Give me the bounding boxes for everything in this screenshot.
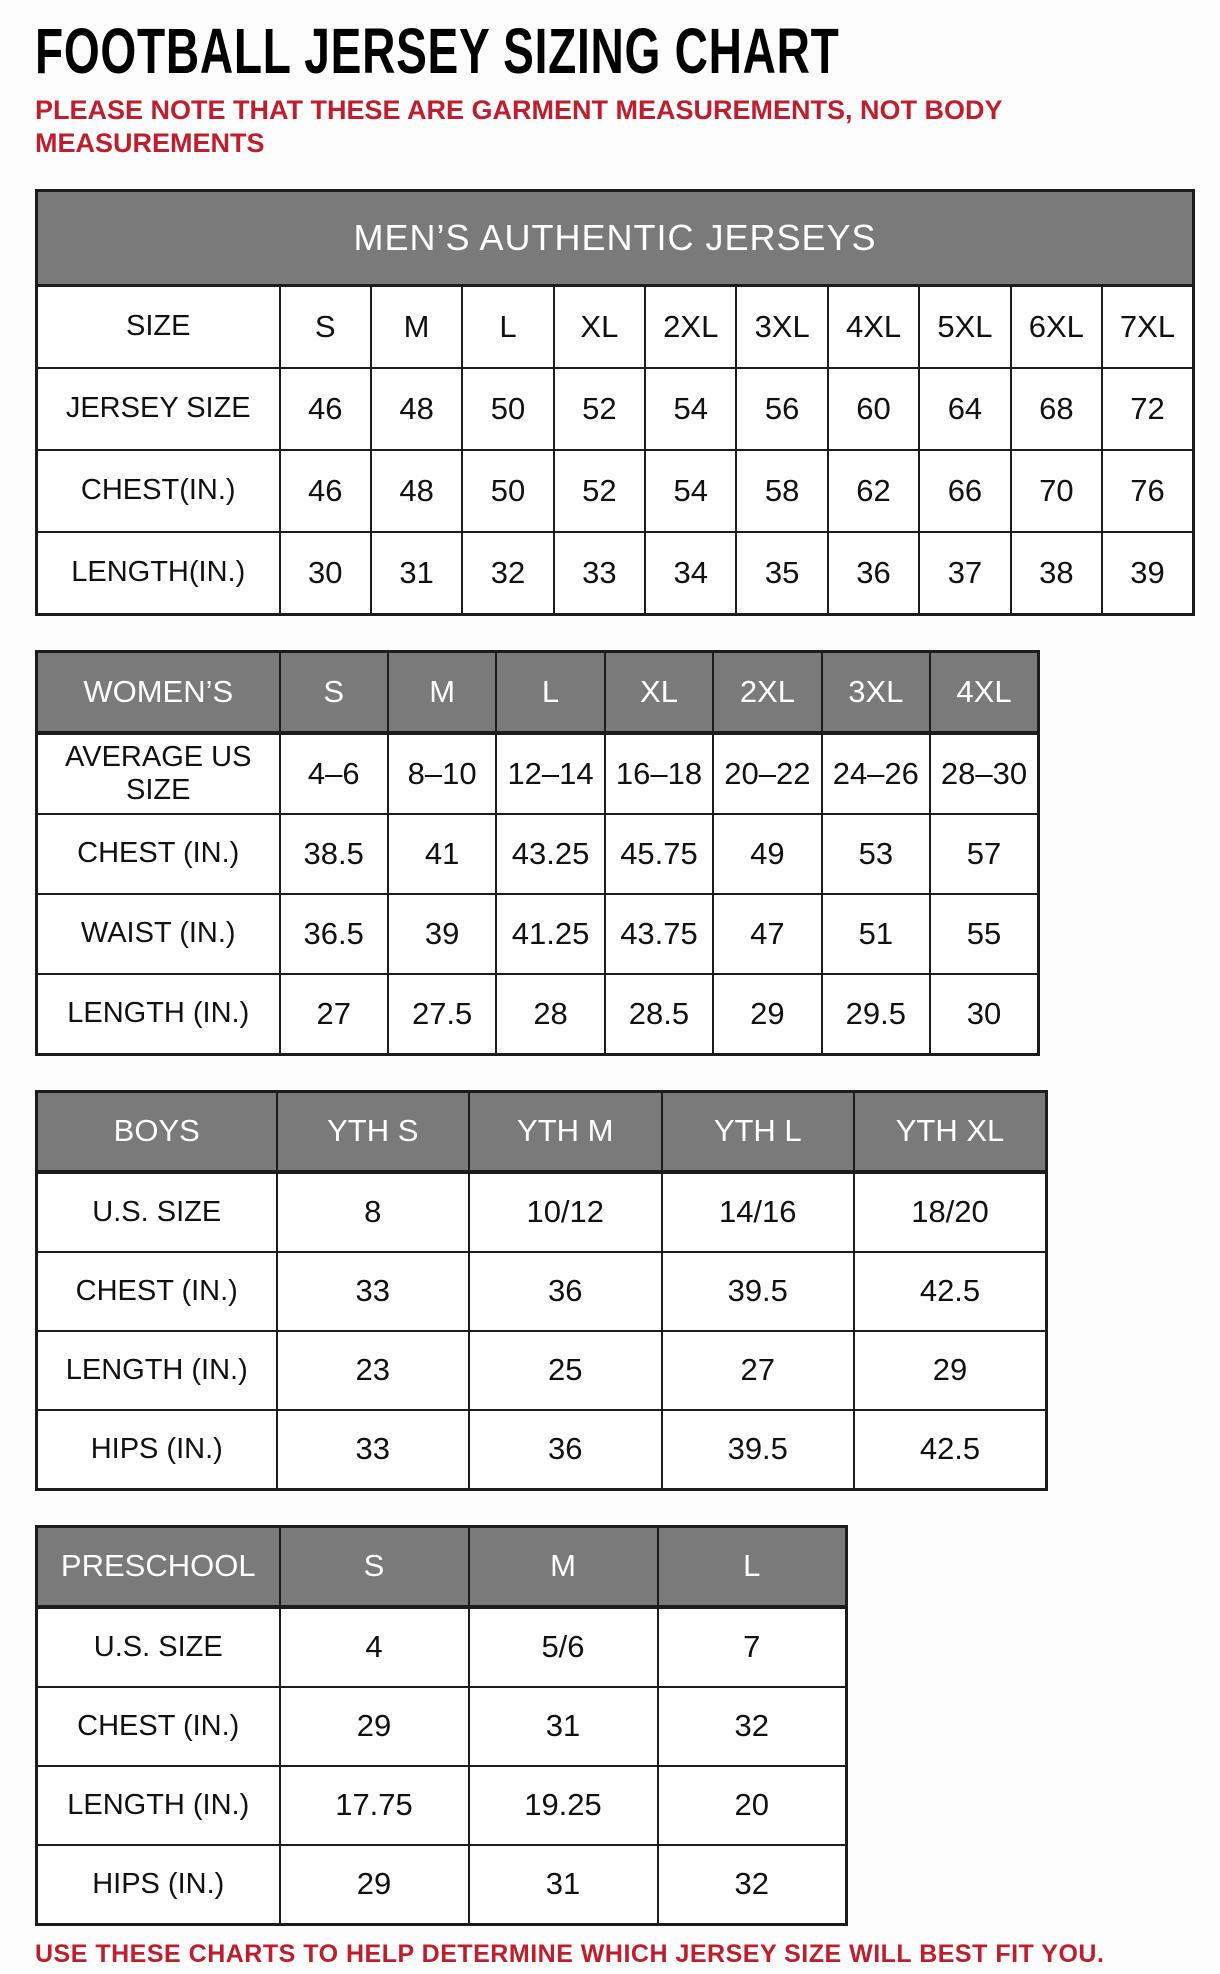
table-cell: 35	[736, 532, 827, 615]
table-row	[37, 1766, 847, 1845]
table-cell: 43.75	[605, 894, 713, 974]
row-label: JERSEY SIZE	[37, 368, 280, 450]
table-cell: 52	[554, 450, 645, 532]
table-cell: 2XL	[645, 285, 736, 368]
table-cell: 52	[554, 368, 645, 450]
table-cell: 57	[930, 814, 1038, 894]
table-cell: 4	[280, 1607, 469, 1687]
table-cell: 27	[280, 974, 388, 1055]
boys-table-title: BOYS	[37, 1091, 277, 1172]
table-cell: L	[462, 285, 553, 368]
preschool-table	[35, 1525, 848, 1926]
table-cell: 36	[469, 1410, 662, 1490]
column-header: M	[469, 1526, 658, 1607]
table-row	[37, 368, 1194, 450]
table-cell: 27.5	[388, 974, 496, 1055]
boys-table	[35, 1090, 1048, 1491]
column-header: XL	[605, 651, 713, 733]
row-label: LENGTH (IN.)	[37, 1331, 277, 1410]
table-cell: 43.25	[496, 814, 604, 894]
table-cell: 60	[828, 368, 919, 450]
table-cell: 4–6	[280, 733, 388, 814]
table-cell: 20	[658, 1766, 847, 1845]
table-cell: 42.5	[854, 1410, 1047, 1490]
table-cell: 72	[1102, 368, 1193, 450]
row-label: U.S. SIZE	[37, 1172, 277, 1252]
table-cell: 8	[277, 1172, 470, 1252]
boys-table-section	[35, 1090, 1185, 1491]
table-cell: 29	[280, 1845, 469, 1925]
table-cell: 29	[713, 974, 821, 1055]
table-cell: 70	[1011, 450, 1102, 532]
table-row	[37, 894, 1039, 974]
row-label: AVERAGE US SIZE	[37, 733, 280, 814]
preschool-table-title: PRESCHOOL	[37, 1526, 280, 1607]
womens-table-title: WOMEN’S	[37, 651, 280, 733]
table-cell: 53	[822, 814, 930, 894]
preschool-table-section	[35, 1525, 1185, 1926]
table-cell: 36	[469, 1252, 662, 1331]
table-cell: 68	[1011, 368, 1102, 450]
table-cell: 49	[713, 814, 821, 894]
table-cell: 41	[388, 814, 496, 894]
table-cell: 20–22	[713, 733, 821, 814]
table-cell: 34	[645, 532, 736, 615]
table-row	[37, 1607, 847, 1687]
table-cell: 14/16	[662, 1172, 855, 1252]
table-cell: 29	[854, 1331, 1047, 1410]
garment-measurement-note: PLEASE NOTE THAT THESE ARE GARMENT MEASUREMENTS, NOT BODY MEASUREMENTS	[35, 95, 1003, 159]
row-label: U.S. SIZE	[37, 1607, 280, 1687]
row-label: LENGTH (IN.)	[37, 1766, 280, 1845]
column-header: 3XL	[822, 651, 930, 733]
column-header: YTH XL	[854, 1091, 1047, 1172]
table-cell: 46	[280, 450, 371, 532]
footer-note: USE THESE CHARTS TO HELP DETERMINE WHICH JERSEY SIZE WILL BEST FIT YOU.	[35, 1939, 1105, 1968]
table-cell: 30	[280, 532, 371, 615]
table-cell: 45.75	[605, 814, 713, 894]
table-header-row	[37, 190, 1194, 285]
table-cell: 32	[658, 1687, 847, 1766]
table-row	[37, 285, 1194, 368]
table-cell: 28	[496, 974, 604, 1055]
table-cell: 76	[1102, 450, 1193, 532]
table-cell: 5/6	[469, 1607, 658, 1687]
table-cell: 56	[736, 368, 827, 450]
row-label: SIZE	[37, 285, 280, 368]
table-cell: 46	[280, 368, 371, 450]
table-cell: 18/20	[854, 1172, 1047, 1252]
table-cell: 54	[645, 450, 736, 532]
mens-table	[35, 189, 1195, 616]
table-cell: 36.5	[280, 894, 388, 974]
table-cell: 41.25	[496, 894, 604, 974]
mens-table-section	[35, 189, 1185, 616]
table-header-row	[37, 1091, 1047, 1172]
table-cell: 42.5	[854, 1252, 1047, 1331]
table-cell: 23	[277, 1331, 470, 1410]
table-cell: 32	[462, 532, 553, 615]
row-label: LENGTH (IN.)	[37, 974, 280, 1055]
table-cell: 31	[469, 1687, 658, 1766]
table-row	[37, 1687, 847, 1766]
table-cell: 7	[658, 1607, 847, 1687]
row-label: HIPS (IN.)	[37, 1410, 277, 1490]
table-cell: 28–30	[930, 733, 1038, 814]
womens-table-section	[35, 650, 1185, 1056]
table-cell: 27	[662, 1331, 855, 1410]
table-cell: XL	[554, 285, 645, 368]
mens-table-title: MEN’S AUTHENTIC JERSEYS	[37, 190, 1194, 285]
table-cell: 48	[371, 368, 462, 450]
row-label: WAIST (IN.)	[37, 894, 280, 974]
table-cell: 31	[371, 532, 462, 615]
column-header: YTH M	[469, 1091, 662, 1172]
table-cell: 55	[930, 894, 1038, 974]
table-cell: 33	[277, 1410, 470, 1490]
column-header: L	[496, 651, 604, 733]
table-cell: 50	[462, 450, 553, 532]
table-cell: 39	[1102, 532, 1193, 615]
table-row	[37, 1410, 1047, 1490]
table-cell: 64	[919, 368, 1010, 450]
table-cell: 39	[388, 894, 496, 974]
row-label: HIPS (IN.)	[37, 1845, 280, 1925]
table-cell: 29	[280, 1687, 469, 1766]
table-cell: 25	[469, 1331, 662, 1410]
table-cell: 5XL	[919, 285, 1010, 368]
table-cell: 31	[469, 1845, 658, 1925]
table-cell: 33	[554, 532, 645, 615]
table-row	[37, 1845, 847, 1925]
table-row	[37, 814, 1039, 894]
table-cell: 54	[645, 368, 736, 450]
table-cell: 62	[828, 450, 919, 532]
column-header: S	[280, 651, 388, 733]
table-cell: 38	[1011, 532, 1102, 615]
table-cell: S	[280, 285, 371, 368]
table-cell: 12–14	[496, 733, 604, 814]
table-cell: 39.5	[662, 1410, 855, 1490]
table-cell: 10/12	[469, 1172, 662, 1252]
table-cell: 37	[919, 532, 1010, 615]
table-cell: 32	[658, 1845, 847, 1925]
table-cell: 47	[713, 894, 821, 974]
column-header: YTH L	[662, 1091, 855, 1172]
table-header-row	[37, 1526, 847, 1607]
table-cell: 6XL	[1011, 285, 1102, 368]
table-cell: 50	[462, 368, 553, 450]
table-cell: 38.5	[280, 814, 388, 894]
table-cell: 58	[736, 450, 827, 532]
column-header: M	[388, 651, 496, 733]
table-row	[37, 733, 1039, 814]
table-cell: 29.5	[822, 974, 930, 1055]
row-label: LENGTH(IN.)	[37, 532, 280, 615]
table-cell: 16–18	[605, 733, 713, 814]
table-row	[37, 1331, 1047, 1410]
table-cell: 17.75	[280, 1766, 469, 1845]
table-cell: 51	[822, 894, 930, 974]
column-header: L	[658, 1526, 847, 1607]
column-header: S	[280, 1526, 469, 1607]
row-label: CHEST (IN.)	[37, 1687, 280, 1766]
table-row	[37, 1172, 1047, 1252]
column-header: 2XL	[713, 651, 821, 733]
column-header: YTH S	[277, 1091, 470, 1172]
row-label: CHEST (IN.)	[37, 814, 280, 894]
table-cell: 28.5	[605, 974, 713, 1055]
table-cell: 8–10	[388, 733, 496, 814]
table-cell: 66	[919, 450, 1010, 532]
womens-table	[35, 650, 1040, 1056]
row-label: CHEST(IN.)	[37, 450, 280, 532]
table-cell: 19.25	[469, 1766, 658, 1845]
table-cell: 39.5	[662, 1252, 855, 1331]
table-cell: 3XL	[736, 285, 827, 368]
table-cell: 24–26	[822, 733, 930, 814]
table-row	[37, 450, 1194, 532]
table-cell: 4XL	[828, 285, 919, 368]
table-cell: 30	[930, 974, 1038, 1055]
column-header: 4XL	[930, 651, 1038, 733]
table-cell: M	[371, 285, 462, 368]
table-header-row	[37, 651, 1039, 733]
table-cell: 33	[277, 1252, 470, 1331]
table-cell: 7XL	[1102, 285, 1193, 368]
table-row	[37, 974, 1039, 1055]
table-row	[37, 532, 1194, 615]
table-row	[37, 1252, 1047, 1331]
page-title: FOOTBALL JERSEY SIZING CHART	[35, 15, 840, 87]
table-cell: 36	[828, 532, 919, 615]
row-label: CHEST (IN.)	[37, 1252, 277, 1331]
table-cell: 48	[371, 450, 462, 532]
